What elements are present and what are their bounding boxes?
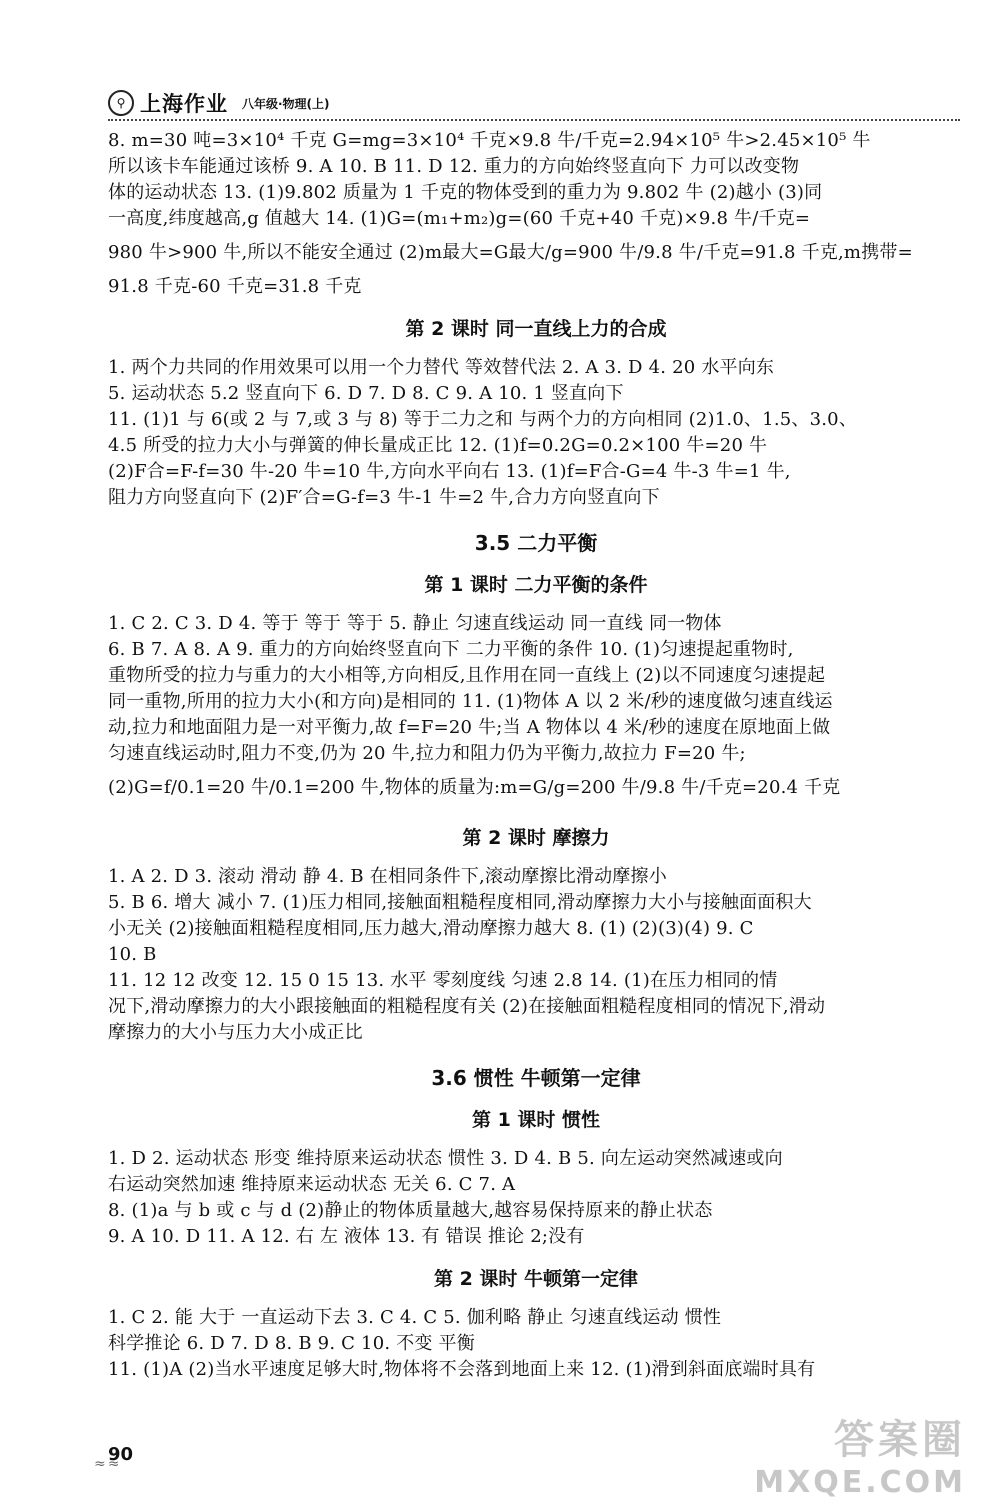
watermark-logo [754, 1408, 966, 1500]
answer-line: 1. 两个力共同的作用效果可以用一个力替代 等效替代法 2. A 3. D 4. 20 水平向东 [108, 357, 775, 378]
watermark-text: 答案圈 [834, 1417, 966, 1463]
book-subtitle: 八年级·物理(上) [242, 96, 330, 111]
section-title: 第 1 课时 二力平衡的条件 [424, 574, 648, 596]
answer-line: 小无关 (2)接触面粗糙程度相同,压力越大,滑动摩擦力越大 8. (1) (2)(3)(4) 9. C [108, 918, 754, 939]
section-c-answers [108, 864, 964, 1046]
answer-line: 1. C 2. C 3. D 4. 等于 等于 等于 5. 静止 匀速直线运动 同一直线 同一物体 [108, 613, 722, 634]
answer-line: 11. 12 12 改变 12. 15 0 15 13. 水平 零刻度线 匀速 2.8 14. (1)在压力相同的情 [108, 970, 778, 991]
answer-line: 1. D 2. 运动状态 形变 维持原来运动状态 惯性 3. D 4. B 5. 向左运动突然减速或向 [108, 1148, 783, 1169]
answer-line: (2)G=f/0.1=20 牛/0.1=200 牛,物体的质量为:m=G/g=200 牛/9.8 牛/千克=20.4 千克 [108, 777, 841, 798]
answer-line: 动,拉力和地面阻力是一对平衡力,故 f=F=20 牛;当 A 物体以 4 米/秒的速度在原地面上做 [108, 717, 831, 738]
answer-line: 980 牛>900 牛,所以不能安全通过 (2)m最大=G最大/g=900 牛/9.8 牛/千克=91.8 千克,m携带= [108, 242, 913, 263]
page-number: 90 [108, 1444, 134, 1465]
section-e-answers [108, 1305, 964, 1383]
section-title: 第 2 课时 牛顿第一定律 [433, 1268, 639, 1290]
header-divider [108, 119, 960, 121]
answer-line: 右运动突然加速 维持原来运动状态 无关 6. C 7. A [108, 1174, 516, 1195]
chapter-title: 3.5 二力平衡 [474, 531, 598, 555]
answer-line: 91.8 千克-60 千克=31.8 千克 [108, 276, 362, 297]
answer-line: 阻力方向竖直向下 (2)F′合=G-f=3 牛-1 牛=2 牛,合力方向竖直向下 [108, 487, 660, 508]
answer-line: 5. 运动状态 5.2 竖直向下 6. D 7. D 8. C 9. A 10. 1 竖直向下 [108, 383, 624, 404]
magnifier-logo-icon: ⚲ [108, 90, 134, 116]
answer-line: 摩擦力的大小与压力大小成正比 [108, 1022, 363, 1043]
answer-line: 11. (1)1 与 6(或 2 与 7,或 3 与 8) 等于二力之和 与两个力的方向相同 (2)1.0、1.5、3.0、 [108, 409, 858, 430]
answer-line: 一高度,纬度越高,g 值越大 14. (1)G=(m₁+m₂)g=(60 千克+40 千克)×9.8 牛/千克= [108, 208, 811, 229]
answer-line: 9. A 10. D 11. A 12. 右 左 液体 13. 有 错误 推论 2;没有 [108, 1226, 585, 1247]
answer-line: 科学推论 6. D 7. D 8. B 9. C 10. 不变 平衡 [108, 1333, 475, 1354]
answer-line: 匀速直线运动时,阻力不变,仍为 20 牛,拉力和阻力仍为平衡力,故拉力 F=20 牛; [108, 743, 746, 764]
answer-line: 6. B 7. A 8. A 9. 重力的方向始终竖直向下 二力平衡的条件 10. (1)匀速提起重物时, [108, 639, 794, 660]
answer-line: 同一重物,所用的拉力大小(和方向)是相同的 11. (1)物体 A 以 2 米/秒的速度做匀速直线运 [108, 691, 833, 712]
section-title: 第 2 课时 同一直线上力的合成 [405, 318, 667, 340]
answer-line: 重物所受的拉力与重力的大小相等,方向相反,且作用在同一直线上 (2)以不同速度匀速提起 [108, 665, 826, 686]
page-header [108, 88, 330, 118]
section-title: 第 2 课时 摩擦力 [462, 827, 610, 849]
answer-line: 体的运动状态 13. (1)9.802 质量为 1 千克的物体受到的重力为 9.802 牛 (2)越小 (3)同 [108, 182, 823, 203]
watermark-url: MXQE.COM [754, 1465, 966, 1500]
chapter-title: 3.6 惯性 牛顿第一定律 [431, 1066, 641, 1090]
section-b-answers [108, 611, 964, 809]
answer-line: 11. (1)A (2)当水平速度足够大时,物体将不会落到地面上来 12. (1)滑到斜面底端时具有 [108, 1359, 816, 1380]
top-answers-block [108, 128, 964, 300]
answer-line: 8. (1)a 与 b 或 c 与 d (2)静止的物体质量越大,越容易保持原来的静止状态 [108, 1200, 713, 1221]
section-d-answers [108, 1146, 964, 1250]
section-title: 第 1 课时 惯性 [471, 1109, 601, 1131]
section-a-answers [108, 355, 964, 511]
brand-title: 上海作业 [140, 92, 228, 116]
answer-line: 4.5 所受的拉力大小与弹簧的伸长量成正比 12. (1)f=0.2G=0.2×100 牛=20 牛 [108, 435, 768, 456]
answer-line: 8. m=30 吨=3×10⁴ 千克 G=mg=3×10⁴ 千克×9.8 牛/千克=2.94×10⁵ 牛>2.45×10⁵ 牛 [108, 130, 871, 151]
answer-line: (2)F合=F-f=30 牛-20 牛=10 牛,方向水平向右 13. (1)f=F合-G=4 牛-3 牛=1 牛, [108, 461, 791, 482]
answer-content [108, 128, 964, 1383]
answer-line: 1. C 2. 能 大于 一直运动下去 3. C 4. C 5. 伽利略 静止 匀速直线运动 惯性 [108, 1307, 722, 1328]
answer-line: 10. B [108, 944, 157, 965]
answer-line: 1. A 2. D 3. 滚动 滑动 静 4. B 在相同条件下,滚动摩擦比滑动摩擦小 [108, 866, 667, 887]
answer-line: 所以该卡车能通过该桥 9. A 10. B 11. D 12. 重力的方向始终竖直向下 力可以改变物 [108, 156, 800, 177]
footer-ornament-icon: ≈≈ [94, 1456, 122, 1472]
answer-line: 5. B 6. 增大 减小 7. (1)压力相同,接触面粗糙程度相同,滑动摩擦力大小与接触面面积大 [108, 892, 812, 913]
answer-line: 况下,滑动摩擦力的大小跟接触面的粗糙程度有关 (2)在接触面粗糙程度相同的情况下,滑动 [108, 996, 826, 1017]
